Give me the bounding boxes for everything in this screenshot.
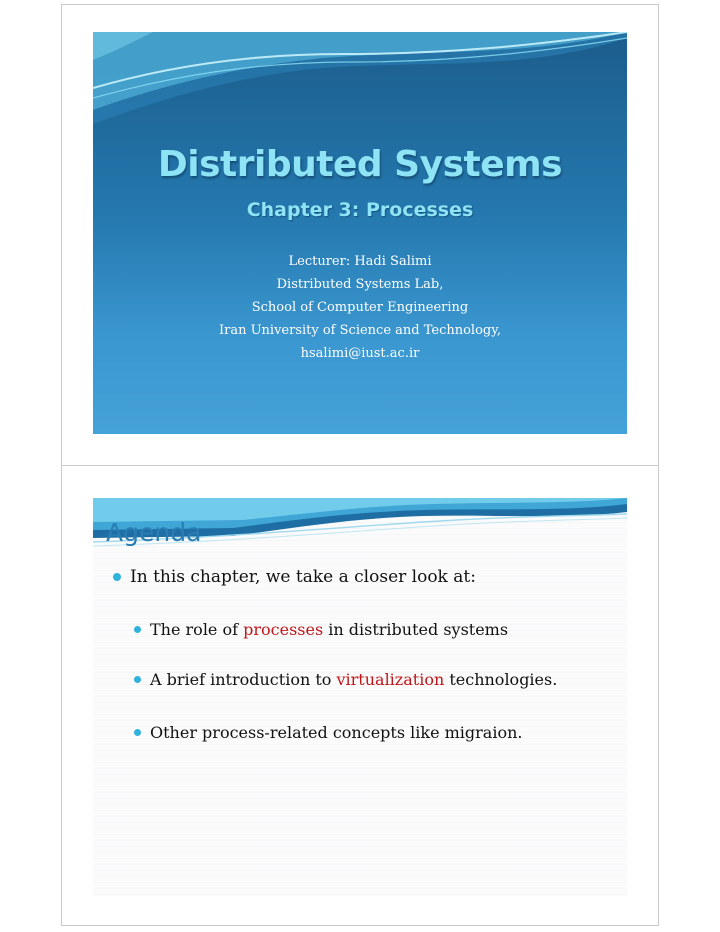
- bullet-icon: [134, 626, 141, 633]
- agenda-title: Agenda: [106, 518, 202, 547]
- slide-subtitle: Chapter 3: Processes: [246, 199, 474, 221]
- lecturer-name: Lecturer: Hadi Salimi: [288, 254, 432, 269]
- bullet-icon: [134, 676, 141, 683]
- list-item: [134, 620, 508, 639]
- email-address: hsalimi@iust.ac.ir: [300, 346, 420, 361]
- list-item: [134, 723, 522, 742]
- slide-title: Distributed Systems: [157, 144, 563, 185]
- bullet-icon: [134, 729, 141, 736]
- agenda-slide: [93, 498, 627, 896]
- wave-decoration: [93, 32, 627, 142]
- page-divider: [61, 465, 659, 466]
- list-item: [134, 670, 557, 689]
- item-text: The role of processes in distributed systems: [150, 620, 509, 639]
- item-text: Other process-related concepts like migraion.: [150, 723, 523, 742]
- university-name: Iran University of Science and Technology,: [218, 323, 501, 338]
- list-item: [113, 567, 476, 587]
- lab-name: Distributed Systems Lab,: [276, 277, 444, 292]
- bullet-list: [93, 498, 627, 896]
- lecturer-info: [93, 250, 627, 365]
- item-text: A brief introduction to virtualization technologies.: [150, 670, 558, 689]
- title-slide: [93, 32, 627, 434]
- bullet-icon: [113, 573, 121, 581]
- intro-text: In this chapter, we take a closer look at:: [130, 567, 476, 587]
- highlight-term: processes: [243, 620, 324, 639]
- school-name: School of Computer Engineering: [251, 300, 469, 315]
- highlight-term: virtualization: [336, 670, 445, 689]
